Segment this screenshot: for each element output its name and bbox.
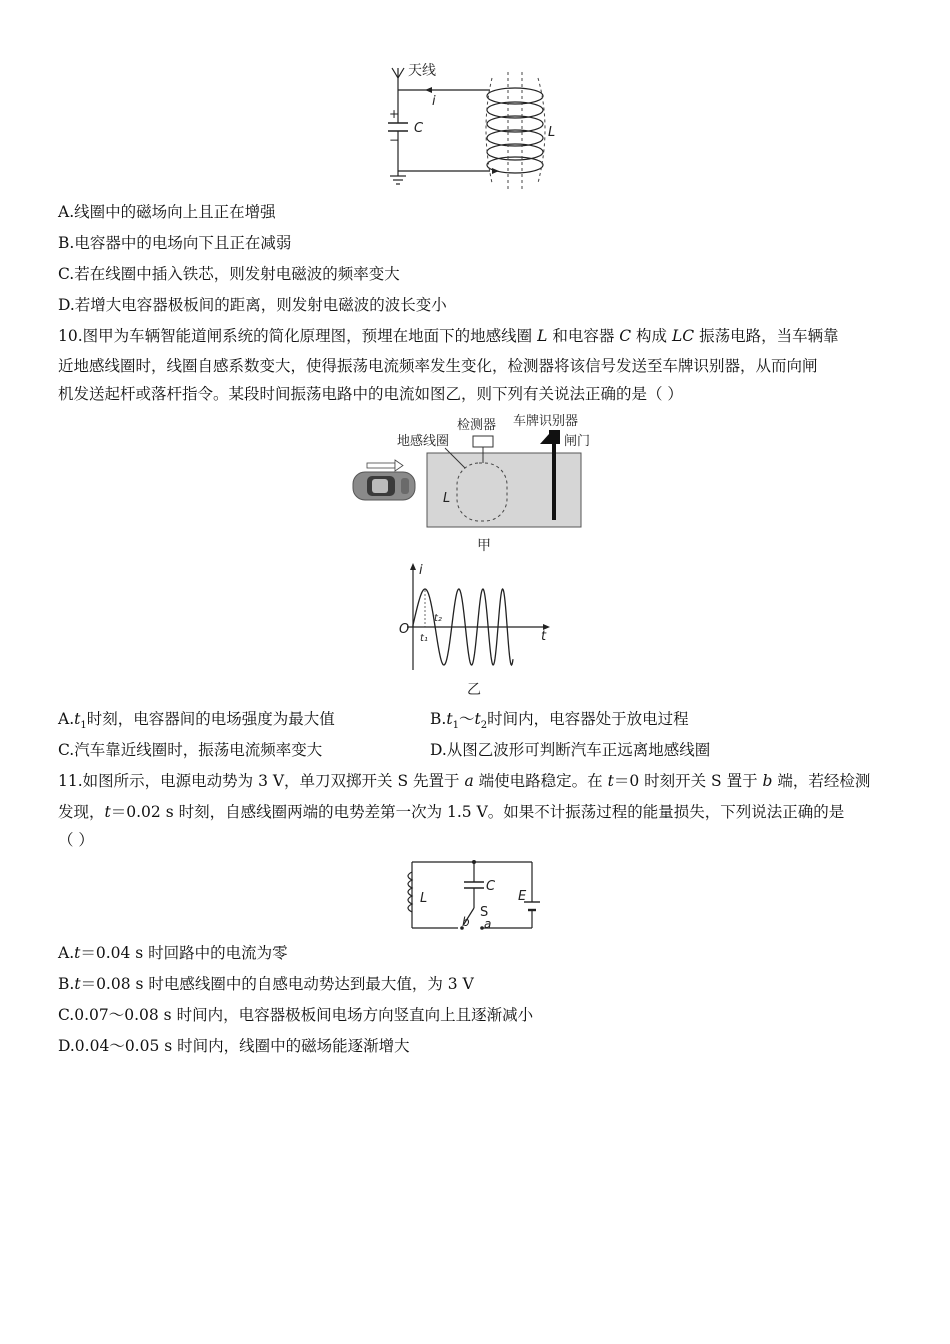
antenna-icon [392,68,404,90]
q11-option-d[interactable]: D.0.04～0.05 s 时间内，线圈中的磁场能逐渐增大 [58,1037,410,1055]
car-icon [353,472,415,500]
gate-system-figure [345,408,605,556]
minus-label: − [389,133,400,147]
plate-reader-icon [549,430,560,444]
q10-option-d[interactable]: D.从图乙波形可判断汽车正远离地感线圈 [430,741,711,759]
current-waveform-figure [395,560,560,700]
terminal-a-label: a [484,917,492,931]
q10-option-a[interactable]: $A.t_1$时刻，电容器间的电场强度为最大值 [58,710,335,732]
q10-option-b[interactable]: $B.t_1\sim t_2$时间内，电容器处于放电过程 [430,710,689,732]
current-label: i [432,94,436,109]
plus-label: + [389,107,400,121]
q11-stem-line3: （ ） [58,831,94,849]
t2-label: t₂ [434,613,442,624]
loop-inductance-label: L [443,491,451,506]
battery-label: E [518,889,527,904]
antenna-lc-circuit-figure [380,58,570,193]
loop-label: 地感线圈 [397,434,450,449]
gate-label: 闸门 [564,434,591,449]
plate-reader-label: 车牌识别器 [513,414,579,429]
t-axis-label: t [541,629,547,644]
q9-option-c[interactable]: C.若在线圈中插入铁芯，则发射电磁波的频率变大 [58,265,400,283]
inductor-label: L [420,891,428,906]
q9-option-a[interactable]: A.线圈中的磁场向上且正在增强 [58,203,276,221]
lc-switch-circuit-figure [400,852,550,936]
ground-icon [390,176,406,184]
q10-option-c[interactable]: C.汽车靠近线圈时，振荡电流频率变大 [58,741,323,759]
figure-yi-caption: 乙 [467,682,481,698]
q10-stem-line1: 10.图甲为车辆智能道闸系统的简化原理图，预埋在地面下的地感线圈 L 和电容器 C 构成 LC 振荡电路，当车辆靠 [58,327,839,345]
q11-option-c[interactable]: C.0.07～0.08 s 时间内，电容器极板间电场方向竖直向上且逐渐减小 [58,1006,534,1024]
capacitor-label: C [486,879,496,894]
i-axis-arrow-icon [410,563,416,570]
current-arrow-icon [425,87,432,93]
inductor-coil [487,88,543,173]
detector-label: 检测器 [457,418,497,433]
q10-stem-line3: 机发送起杆或落杆指令。某段时间振荡电路中的电流如图乙，则下列有关说法正确的是（ ） [58,385,683,403]
figure-jia-caption: 甲 [477,538,491,554]
q11-stem-line1: 11.如图所示，电源电动势为 3 V，单刀双掷开关 S 先置于 a 端使电路稳定。在 t＝0 时刻开关 S 置于 b 端，若经检测 [58,772,871,790]
q11-stem-line2: 发现，t＝0.02 s 时刻，自感线圈两端的电势差第一次为 1.5 V。如果不计振荡过程的能量损失，下列说法正确的是 [58,803,845,821]
ground-area [427,453,581,527]
antenna-label: 天线 [408,63,436,79]
terminal-b-label: b [462,915,470,929]
q10-stem-line2: 近地感线圈时，线圈自感系数变大，使得振荡电流频率发生变化，检测器将该信号发送至车牌识别器，从而向闸 [58,357,818,375]
inductor-coil-symbol [408,872,412,912]
origin-label: O [399,622,410,637]
detector-box [473,436,493,447]
motion-arrow-icon [367,460,403,471]
capacitor-label: C [414,121,424,136]
q9-option-d[interactable]: D.若增大电容器极板间的距离，则发射电磁波的波长变小 [58,296,447,314]
t1-label: t₁ [420,633,428,644]
q9-option-b[interactable]: B.电容器中的电场向下且正在减弱 [58,234,292,252]
inductor-label: L [548,125,556,140]
q11-option-b[interactable]: B.t＝0.08 s 时电感线圈中的自感电动势达到最大值，为 3 V [58,975,474,993]
switch-label: S [480,905,489,920]
q11-option-a[interactable]: A.t＝0.04 s 时回路中的电流为零 [58,944,288,962]
i-axis-label: i [419,563,423,578]
